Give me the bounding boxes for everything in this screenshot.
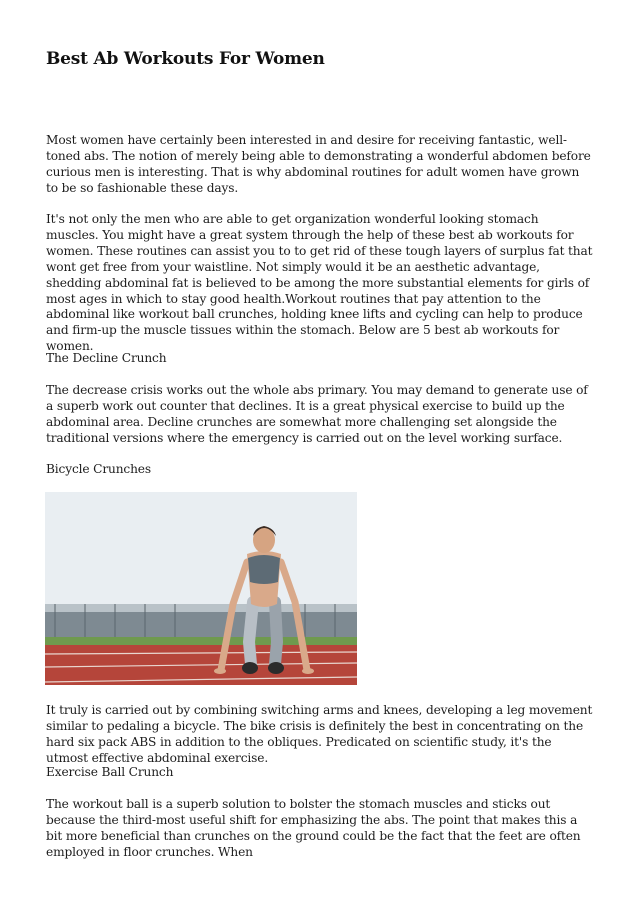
paragraph-text: It truly is carried out by combining switching arms and knees, developing a leg movement similar to pedaling a bicycle. The bike crisis is definitely the best in concentrating on the hard six pack ABS in addition to the obliques. Predicated on scientific study, it's the utmost effective abdominal exercise. [46,703,593,765]
section-heading-decline: The Decline Crunch [46,351,167,365]
sprinter-photo [45,492,357,685]
paragraph-text: The workout ball is a superb solution to bolster the stomach muscles and sticks out because the third-most useful shift for emphasizing the abs. The point that makes this a bit more beneficial than crunches on the ground could be the fact that the feet are often employed in floor crunches. When [46,797,581,859]
section-heading-ball: Exercise Ball Crunch [46,765,174,779]
bicycle-paragraph [46,703,594,767]
intro-paragraph [46,133,594,197]
paragraph-text: It's not only the men who are able to get organization wonderful looking stomach muscles. You might have a great system through the help of these best ab workouts for women. These routines can assist you to to get rid of these tough layers of surplus fat that wont get free from your waistline. Not simply would it be an aesthetic advantage, shedding abdominal fat is believed to be among the more substantial elements for girls of most ages in which to stay good health.Workout routines that pay attention to the abdominal like workout ball crunches, holding knee lifts and cycling can help to produce and firm-up the muscle tissues within the stomach. Below are 5 best ab workouts for women. [46,212,593,354]
ball-paragraph [46,797,594,861]
second-paragraph [46,212,594,355]
decline-paragraph [46,383,594,447]
paragraph-text: The decrease crisis works out the whole abs primary. You may demand to generate use of a superb work out counter that declines. It is a great physical exercise to build up the abdominal area. Decline crunches are somewhat more challenging set alongside the traditional versions where the emergency is carried out on the level working surface. [46,383,588,445]
page-title: Best Ab Workouts For Women [46,49,325,69]
paragraph-text: Most women have certainly been interested in and desire for receiving fantastic, well-toned abs. The notion of merely being able to demonstrating a wonderful abdomen before curious men is interesting. That is why abdominal routines for adult women have grown to be so fashionable these days. [46,133,591,195]
section-heading-bicycle: Bicycle Crunches [46,462,151,476]
